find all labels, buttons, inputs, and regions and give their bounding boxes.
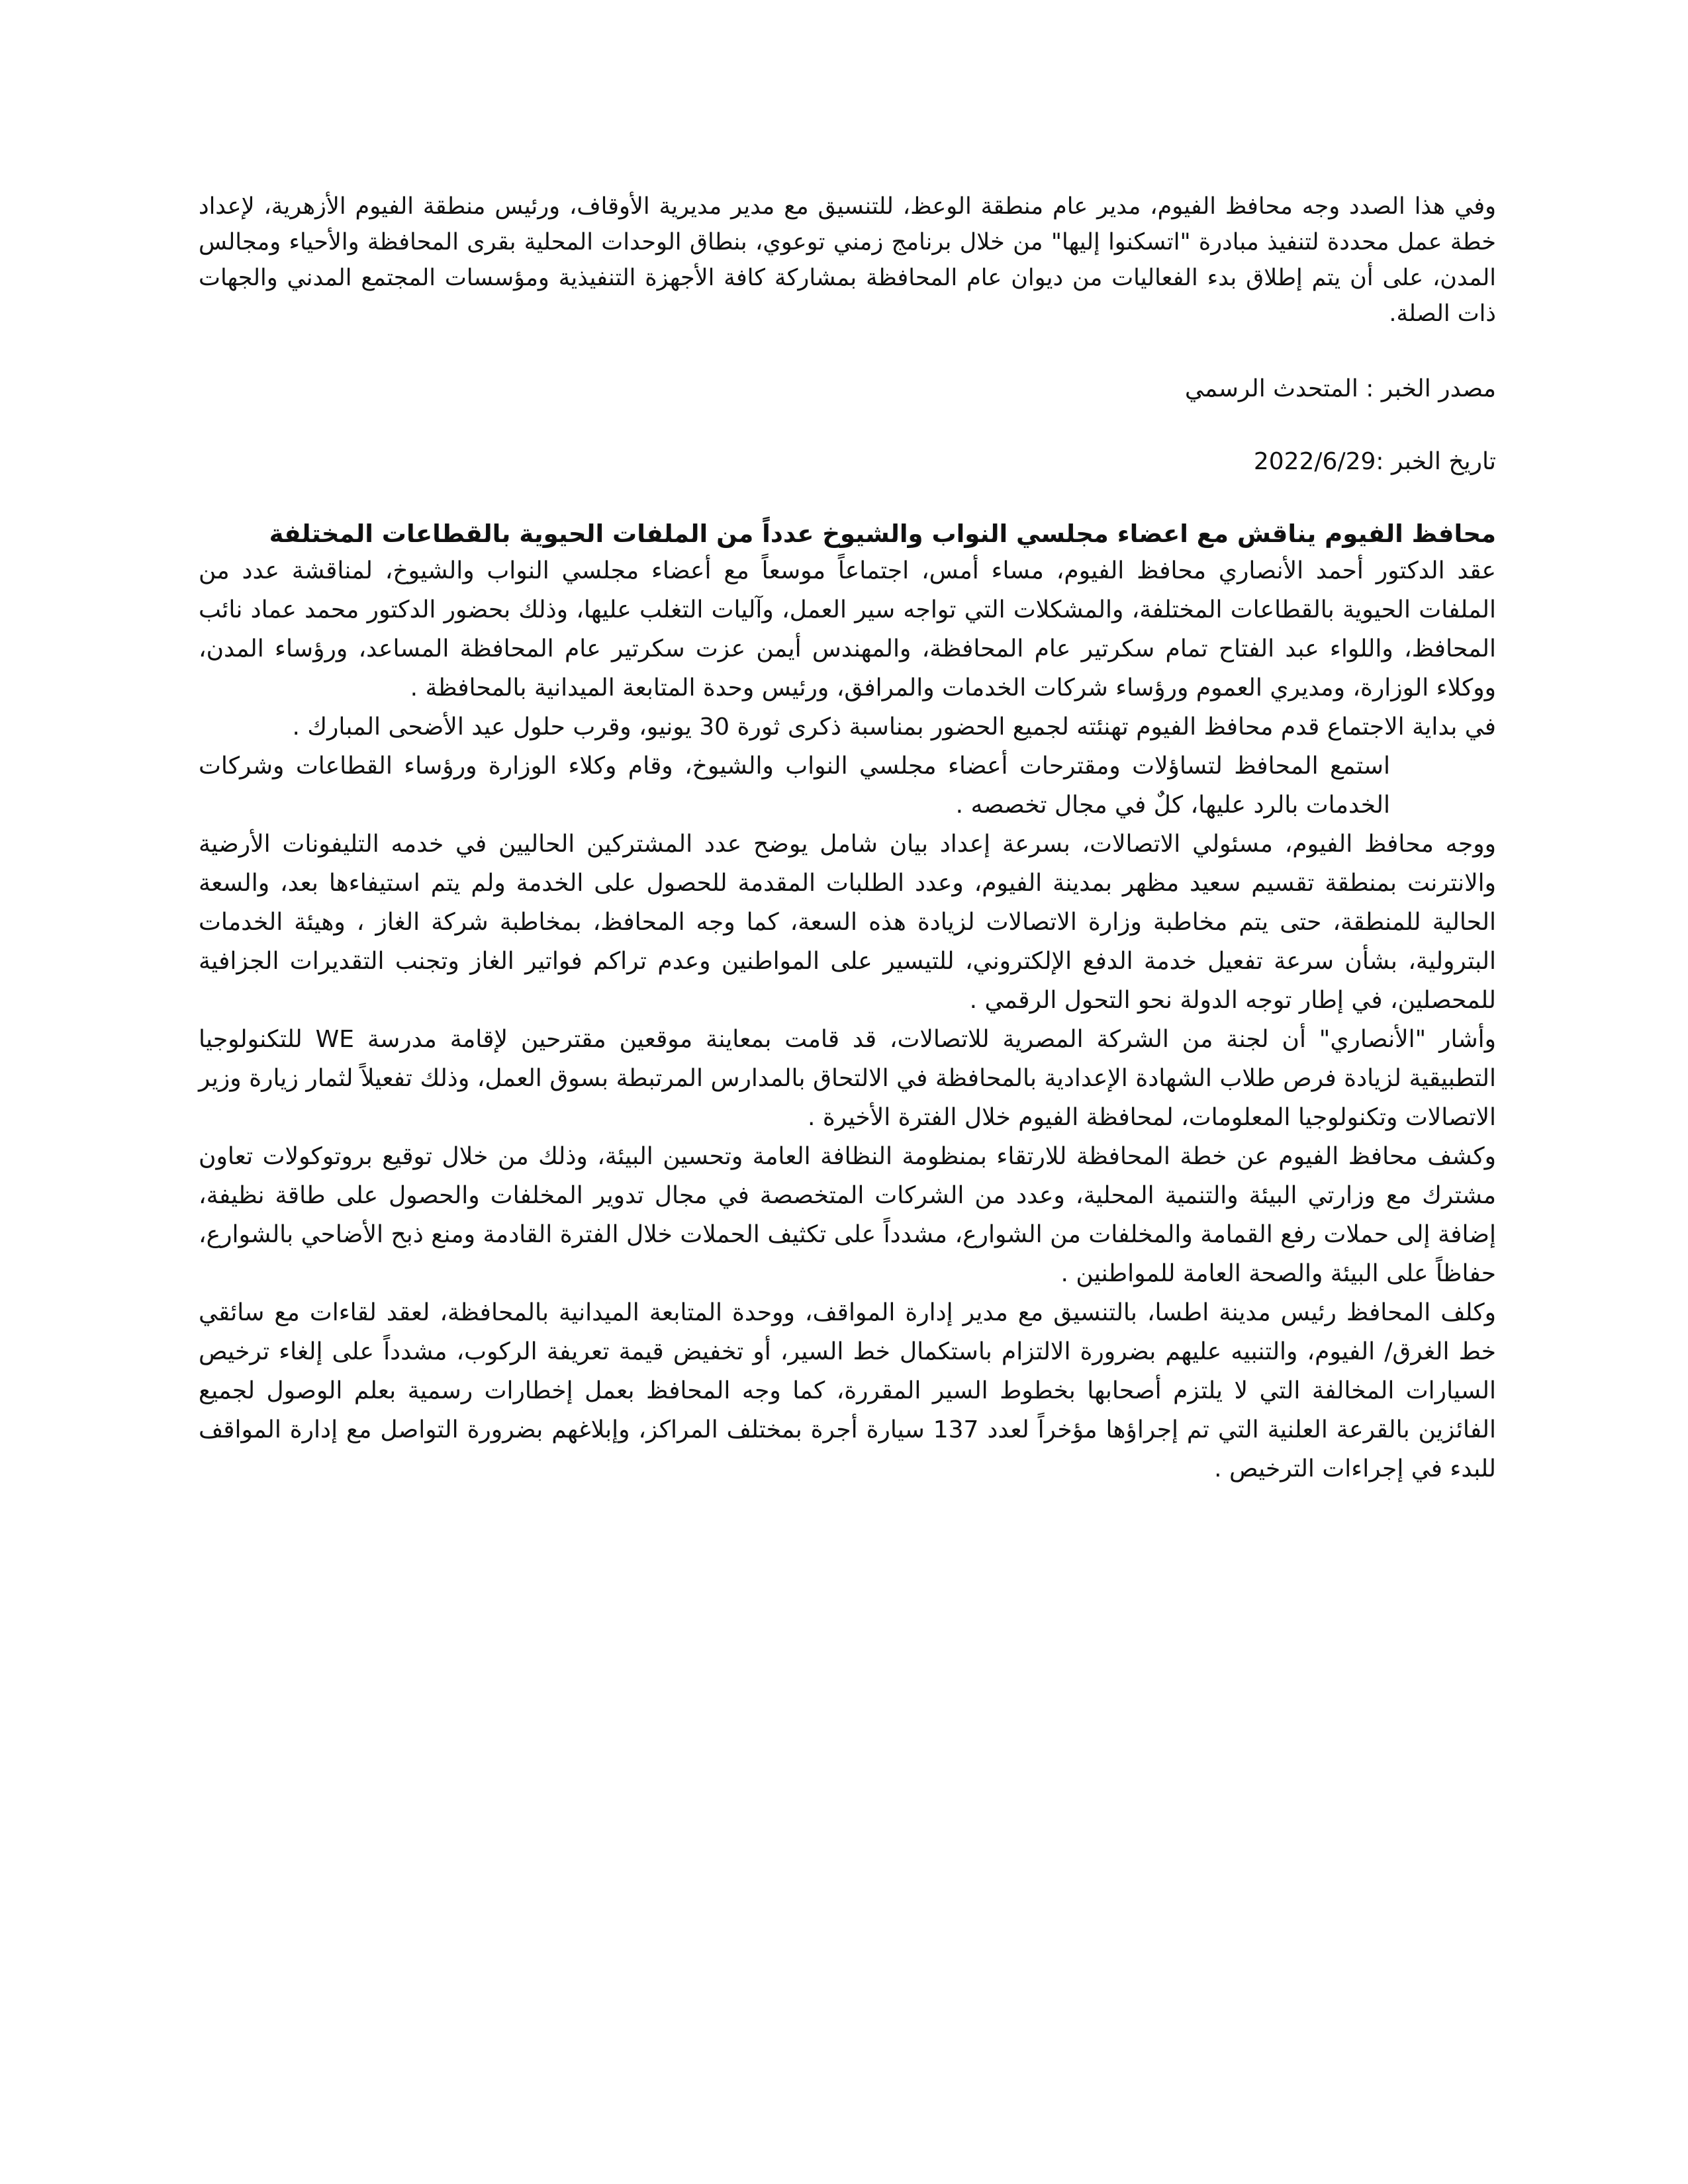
intro-paragraph: وفي هذا الصدد وجه محافظ الفيوم، مدير عام منطقة الوعظ، للتنسيق مع مدير مديرية الأوقاف، ورئيس منطقة الفيوم الأزهرية، لإعداد خطة عمل محددة لتنفيذ مبادرة "اتسكنوا إليها" من خلال برنامج زمني توعوي، بنطاق الوحدات المحلية بقرى المحافظة والأحياء ومجالس المدن، على أن يتم إطلاق بدء الفعاليات من ديوان عام المحافظة بمشاركة كافة الأجهزة التنفيذية ومؤسسات المجتمع المدني والجهات ذات الصلة. — [199, 193, 1496, 327]
body-paragraph: استمع المحافظ لتساؤلات ومقترحات أعضاء مجلسي النواب والشيوخ، وقام وكلاء الوزارة ورؤساء القطاعات وشركات الخدمات بالرد عليها، كلٌ في مجال تخصصه . — [199, 752, 1390, 819]
body-paragraph: وكلف المحافظ رئيس مدينة اطسا، بالتنسيق مع مدير إدارة المواقف، ووحدة المتابعة الميدانية بالمحافظة، لعقد لقاءات مع سائقي خط الغرق/ الفيوم، والتنبيه عليهم بضرورة الالتزام باستكمال خط السير، أو تخفيض قيمة تعريفة الركوب، مشدداً على إلغاء ترخيص السيارات المخالفة التي لا يلتزم أصحابها بخطوط السير المقررة، كما وجه المحافظ بعمل إخطارات رسمية بعلم الوصول لجميع الفائزين بالقرعة العلنية التي تم إجراؤها مؤخراً لعدد 137 سيارة أجرة بمختلف المراكز، وإبلاغهم بضرورة التواصل مع إدارة المواقف للبدء في إجراءات الترخيص . — [199, 1299, 1496, 1482]
body-paragraph: في بداية الاجتماع قدم محافظ الفيوم تهنئته لجميع الحضور بمناسبة ذكرى ثورة 30 يونيو، وقرب حلول عيد الأضحى المبارك . — [292, 713, 1496, 741]
news-headline: محافظ الفيوم يناقش مع اعضاء مجلسي النواب والشيوخ عدداً من الملفات الحيوية بالقطاعات المختلفة — [269, 520, 1496, 548]
body-paragraph: ووجه محافظ الفيوم، مسئولي الاتصالات، بسرعة إعداد بيان شامل يوضح عدد المشتركين الحاليين في خدمه التليفونات الأرضية والانترنت بمنطقة تقسيم سعيد مظهر بمدينة الفيوم، وعدد الطلبات المقدمة للحصول على الخدمة ولم يتم استيفاءها بعد، والسعة الحالية للمنطقة، حتى يتم مخاطبة وزارة الاتصالات لزيادة هذه السعة، كما وجه المحافظ، بمخاطبة شركة الغاز ، وهيئة الخدمات البترولية، بشأن سرعة تفعيل خدمة الدفع الإلكتروني، للتيسير على المواطنين وعدم تراكم فواتير الغاز وتجنب التقديرات الجزافية للمحصلين، في إطار توجه الدولة نحو التحول الرقمي . — [199, 831, 1496, 1014]
body-paragraph: وكشف محافظ الفيوم عن خطة المحافظة للارتقاء بمنظومة النظافة العامة وتحسين البيئة، وذلك من خلال توقيع بروتوكولات تعاون مشترك مع وزارتي البيئة والتنمية المحلية، وعدد من الشركات المتخصصة في مجال تدوير المخلفات والحصول على طاقة نظيفة، إضافة إلى حملات رفع القمامة والمخلفات من الشوارع، مشدداً على تكثيف الحملات خلال الفترة القادمة ومنع ذبح الأضاحي بالشوارع، حفاظاً على البيئة والصحة العامة للمواطنين . — [199, 1143, 1496, 1287]
news-source: مصدر الخبر : المتحدث الرسمي — [1184, 375, 1496, 402]
document-page — [199, 189, 1496, 1488]
body-paragraph: عقد الدكتور أحمد الأنصاري محافظ الفيوم، مساء أمس، اجتماعاً موسعاً مع أعضاء مجلسي النواب والشيوخ، لمناقشة عدد من الملفات الحيوية بالقطاعات المختلفة، والمشكلات التي تواجه سير العمل، وآليات التغلب عليها، وذلك بحضور الدكتور محمد عماد نائب المحافظ، واللواء عبد الفتاح تمام سكرتير عام المحافظة، والمهندس أيمن عزت سكرتير عام المحافظة المساعد، ورؤساء المدن، ووكلاء الوزارة، ومديري العموم ورؤساء شركات الخدمات والمرافق، ورئيس وحدة المتابعة الميدانية بالمحافظة . — [199, 557, 1496, 702]
news-date: تاريخ الخبر :2022/6/29 — [1253, 448, 1496, 475]
body-paragraph: وأشار "الأنصاري" أن لجنة من الشركة المصرية للاتصالات، قد قامت بمعاينة موقعين مقترحين لإقامة مدرسة WE للتكنولوجيا التطبيقية لزيادة فرص طلاب الشهادة الإعدادية بالمحافظة في الالتحاق بالمدارس المرتبطة بسوق العمل، وذلك تفعيلاً لثمار زيارة وزير الاتصالات وتكنولوجيا المعلومات، لمحافظة الفيوم خلال الفترة الأخيرة . — [199, 1026, 1496, 1131]
